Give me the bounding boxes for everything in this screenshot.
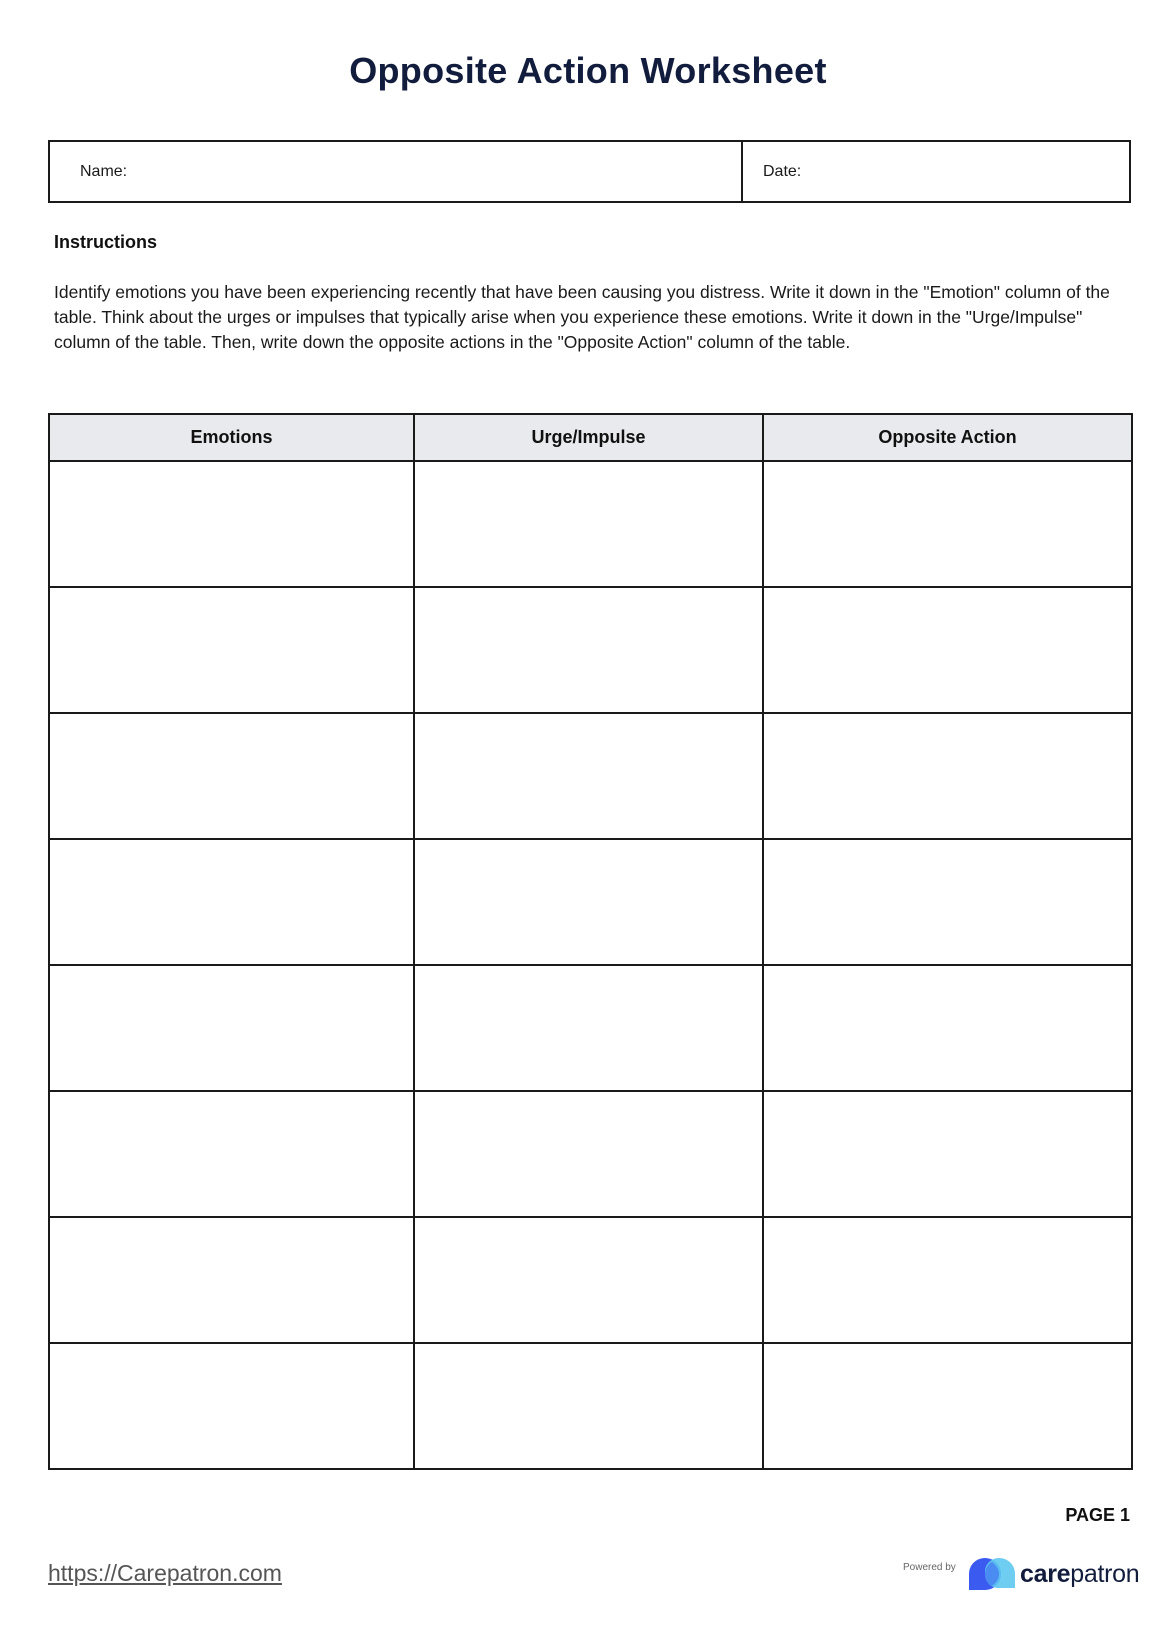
opposite-action-cell[interactable] bbox=[763, 1217, 1132, 1343]
opposite-action-cell[interactable] bbox=[763, 587, 1132, 713]
urge-cell[interactable] bbox=[414, 587, 763, 713]
instructions-heading: Instructions bbox=[54, 232, 158, 252]
table-row bbox=[49, 587, 1132, 713]
emotion-cell[interactable] bbox=[49, 1217, 414, 1343]
opposite-action-cell[interactable] bbox=[763, 1343, 1132, 1469]
emotion-cell[interactable] bbox=[49, 713, 414, 839]
table-row bbox=[49, 839, 1132, 965]
carepatron-brand bbox=[968, 1554, 1139, 1594]
emotion-cell[interactable] bbox=[49, 461, 414, 587]
emotion-cell[interactable] bbox=[49, 839, 414, 965]
urge-cell[interactable] bbox=[414, 1217, 763, 1343]
emotion-cell[interactable] bbox=[49, 587, 414, 713]
table-row bbox=[49, 461, 1132, 587]
name-label: Name: bbox=[80, 162, 128, 180]
emotion-cell[interactable] bbox=[49, 1343, 414, 1469]
urge-cell[interactable] bbox=[414, 839, 763, 965]
table-row bbox=[49, 713, 1132, 839]
name-field[interactable] bbox=[50, 142, 743, 201]
emotion-cell[interactable] bbox=[49, 965, 414, 1091]
instructions-body: Identify emotions you have been experiencing recently that have been causing you distress. Write it down in the "Emotion" column of the table. Think about the urges or impulses that typically arise when you experience these emotions. Write it down in the "Urge/Impulse" column of the table. Then, write down the opposite actions in the "Opposite Action" column of the table. bbox=[54, 282, 1110, 352]
opposite-action-cell[interactable] bbox=[763, 461, 1132, 587]
urge-cell[interactable] bbox=[414, 461, 763, 587]
opposite-action-cell[interactable] bbox=[763, 839, 1132, 965]
table-row bbox=[49, 1343, 1132, 1469]
date-field[interactable] bbox=[743, 142, 1129, 201]
column-header-urge-impulse: Urge/Impulse bbox=[414, 414, 763, 461]
urge-cell[interactable] bbox=[414, 1091, 763, 1217]
brand-name bbox=[1020, 1560, 1139, 1589]
column-header-opposite-action: Opposite Action bbox=[763, 414, 1132, 461]
carepatron-url-link[interactable]: https://Carepatron.com bbox=[48, 1560, 282, 1586]
powered-by-label: Powered by bbox=[903, 1562, 956, 1573]
brand-name-regular: patron bbox=[1070, 1559, 1140, 1588]
opposite-action-cell[interactable] bbox=[763, 713, 1132, 839]
urge-cell[interactable] bbox=[414, 713, 763, 839]
name-date-box bbox=[48, 140, 1131, 203]
opposite-action-cell[interactable] bbox=[763, 1091, 1132, 1217]
brand-name-bold: care bbox=[1020, 1559, 1071, 1588]
table-header-row bbox=[49, 414, 1132, 461]
carepatron-logo-icon bbox=[968, 1557, 1016, 1591]
page-title: Opposite Action Worksheet bbox=[349, 50, 827, 91]
column-header-emotions: Emotions bbox=[49, 414, 414, 461]
urge-cell[interactable] bbox=[414, 1343, 763, 1469]
date-label: Date: bbox=[763, 162, 802, 180]
table-row bbox=[49, 1217, 1132, 1343]
emotion-cell[interactable] bbox=[49, 1091, 414, 1217]
urge-cell[interactable] bbox=[414, 965, 763, 1091]
page-number: PAGE 1 bbox=[1065, 1505, 1130, 1525]
worksheet-table bbox=[48, 413, 1133, 1470]
opposite-action-cell[interactable] bbox=[763, 965, 1132, 1091]
table-row bbox=[49, 965, 1132, 1091]
table-row bbox=[49, 1091, 1132, 1217]
